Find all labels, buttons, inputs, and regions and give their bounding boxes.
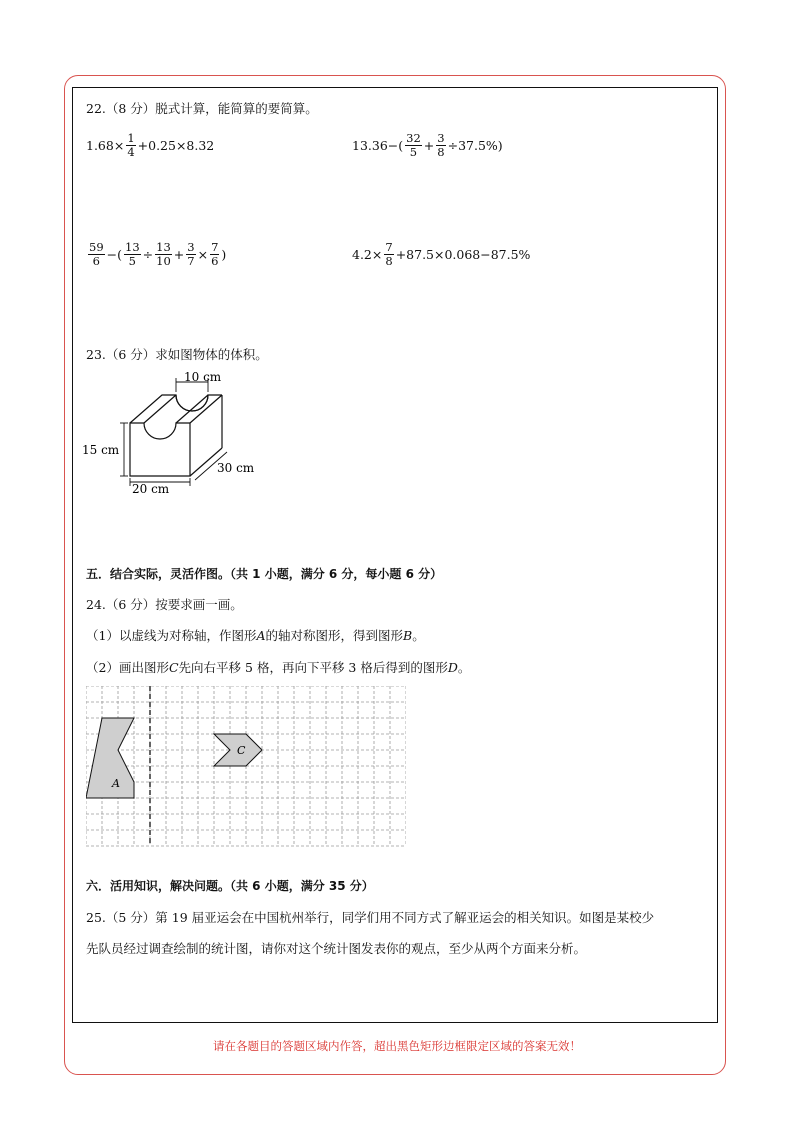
section-5-heading: 五．结合实际，灵活作图。（共 1 小题，满分 6 分，每小题 6 分） — [86, 567, 443, 581]
part2-var-c: C — [168, 660, 179, 675]
expr1-part-b: +0.25×8.32 — [137, 138, 215, 153]
denominator: 6 — [92, 254, 100, 268]
q23-title: 23.（6 分）求如图物体的体积。 — [86, 347, 268, 362]
label-width: 20 cm — [132, 482, 170, 496]
q25-line-2: 先队员经过调查绘制的统计图，请你对这个统计图发表你的观点，至少从两个方面来分析。 — [86, 941, 587, 956]
numerator: 7 — [211, 240, 219, 254]
q24-part-1 — [86, 628, 425, 644]
denominator: 8 — [437, 145, 445, 159]
drawing-grid — [86, 686, 406, 847]
expr2-part-a: 13.36−( — [352, 138, 404, 153]
part2-text-a: （2）画出图形 — [86, 660, 169, 675]
numerator: 32 — [406, 131, 421, 145]
denominator: 10 — [156, 254, 171, 268]
fraction — [436, 132, 445, 159]
part1-text-a: （1）以虚线为对称轴，作图形 — [86, 628, 257, 643]
q22-expression-2 — [352, 132, 503, 159]
denominator: 5 — [409, 145, 418, 159]
expr3-part-b: ) — [221, 247, 227, 262]
q22-title: 22.（8 分）脱式计算，能简算的要简算。 — [86, 101, 318, 116]
solid-figure-diagram — [80, 368, 260, 498]
denominator: 4 — [127, 145, 135, 159]
shape-a-polygon — [86, 718, 134, 798]
shape-c-label: C — [237, 744, 246, 757]
label-height: 15 cm — [82, 443, 120, 457]
expr1-part-a: 1.68× — [86, 138, 125, 153]
numerator: 1 — [127, 131, 135, 145]
operator: + — [423, 138, 435, 153]
numerator: 3 — [187, 240, 195, 254]
denominator: 7 — [187, 254, 195, 268]
q24-title: 24.（6 分）按要求画一画。 — [86, 597, 243, 612]
q22-expression-4 — [352, 241, 530, 268]
numerator: 13 — [156, 240, 171, 254]
fraction — [155, 241, 172, 268]
part1-var-b: B — [403, 628, 413, 643]
footer-notice: 请在各题目的答题区域内作答，超出黑色矩形边框限定区域的答案无效！ — [213, 1039, 581, 1053]
fraction — [88, 241, 105, 268]
part2-var-d: D — [447, 660, 458, 675]
part2-end: 。 — [457, 660, 471, 675]
q22-expression-1 — [86, 132, 214, 159]
numerator: 59 — [89, 240, 104, 254]
expr3-part-a: −( — [106, 247, 122, 262]
expr4-part-a: 4.2× — [352, 247, 383, 262]
numerator: 7 — [385, 240, 393, 254]
fraction — [124, 241, 141, 268]
operator: + — [173, 247, 185, 262]
shape-a-label: A — [112, 777, 120, 790]
operator: ÷ — [142, 247, 154, 262]
denominator: 5 — [128, 254, 136, 268]
part2-text-b: 先向右平移 5 格，再向下平移 3 格后得到的图形 — [178, 660, 448, 675]
expr4-part-b: +87.5×0.068−87.5% — [395, 247, 531, 262]
part1-text-b: 的轴对称图形，得到图形 — [265, 628, 404, 643]
part1-var-a: A — [256, 628, 266, 643]
fraction — [186, 241, 195, 268]
fraction — [126, 132, 135, 159]
q22-expression-3 — [86, 241, 226, 268]
section-6-heading: 六．活用知识，解决问题。（共 6 小题，满分 35 分） — [86, 879, 374, 893]
expr2-part-b: ÷37.5%) — [447, 138, 503, 153]
part1-end: 。 — [412, 628, 425, 643]
q25-line-1: 25.（5 分）第 19 届亚运会在中国杭州举行，同学们用不同方式了解亚运会的相关知识。如图是某校少 — [86, 910, 655, 925]
denominator: 8 — [385, 254, 393, 268]
fraction — [210, 241, 219, 268]
denominator: 6 — [211, 254, 219, 268]
numerator: 3 — [437, 131, 445, 145]
label-top-width: 10 cm — [184, 370, 222, 384]
label-depth: 30 cm — [217, 461, 255, 475]
fraction — [405, 132, 422, 159]
fraction — [384, 241, 393, 268]
numerator: 13 — [125, 240, 140, 254]
q24-part-2 — [86, 660, 470, 676]
operator: × — [197, 247, 209, 262]
